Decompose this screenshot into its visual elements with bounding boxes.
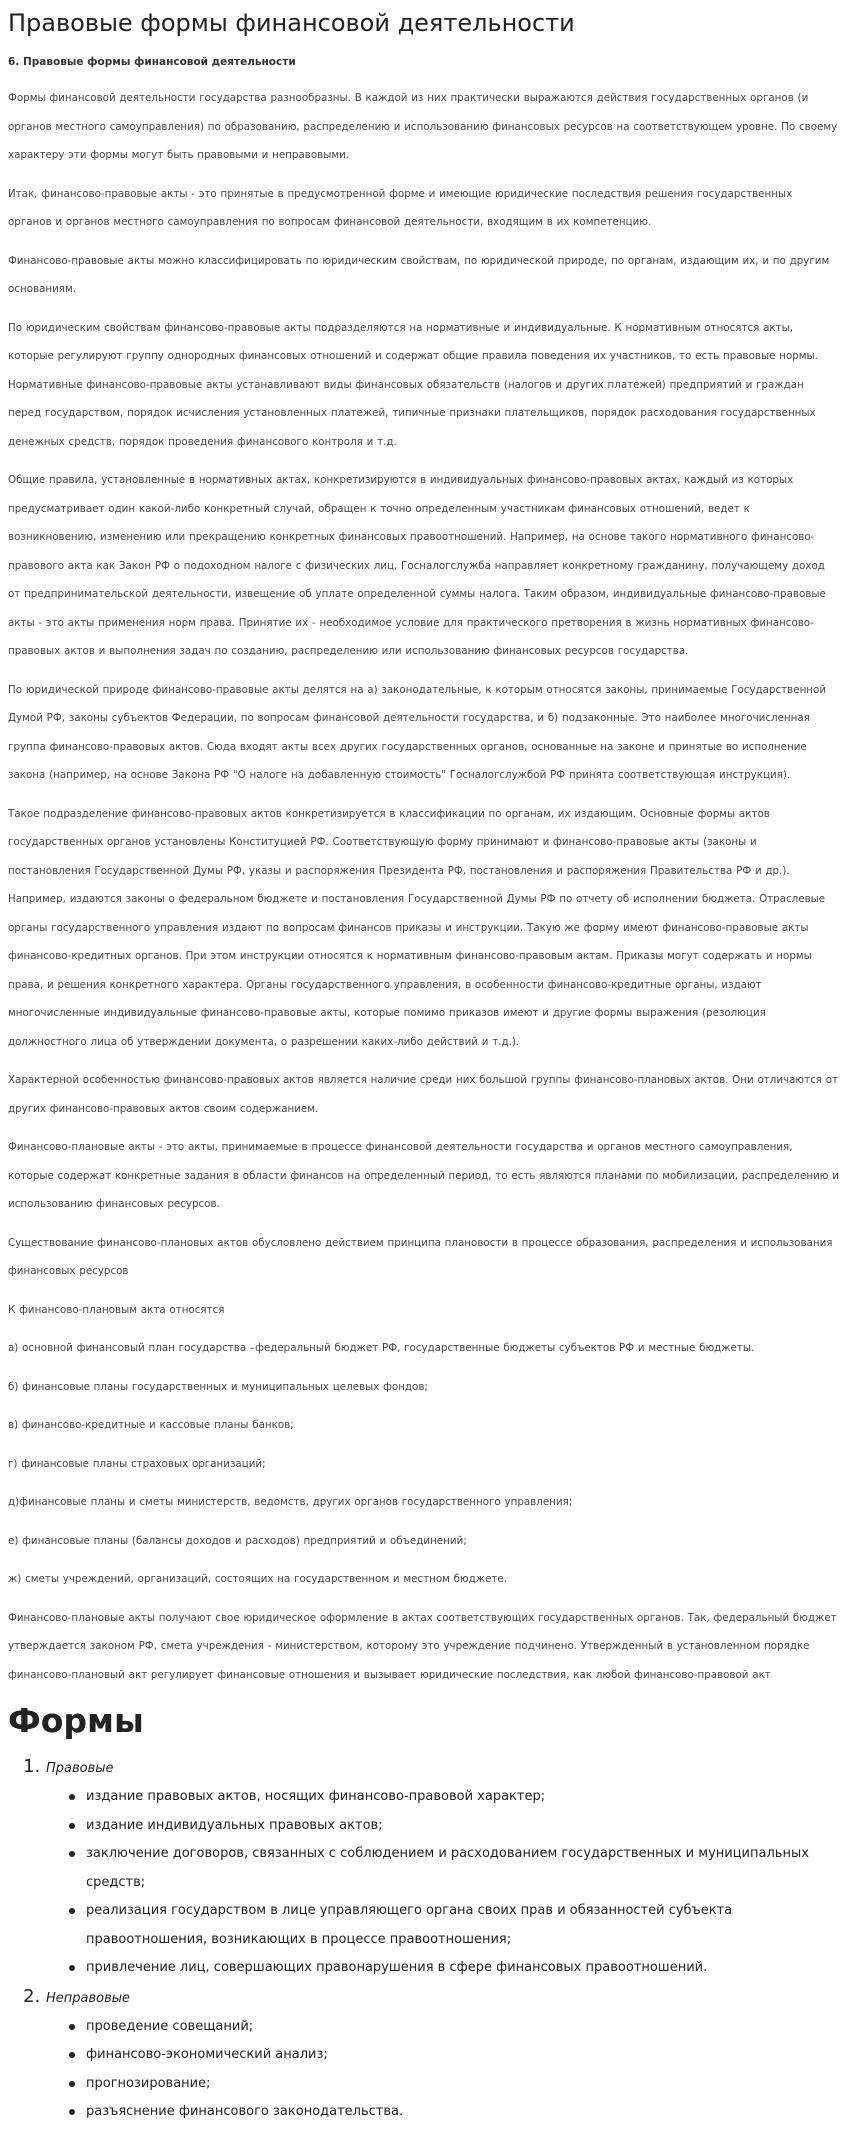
paragraph-individual-acts: Общие правила, установленные в нормативных актах, конкретизируются в индивидуальных финансово-правовых актах, каждый из которых предусматривает один какой-либо конкретный случай, обращен к точно определенным участникам финансовых отношений, ведет к возникновению, изменению или прекращению конкретных финансовых правоотношений. Например, на основе такого нормативного финансово-правового акта как Закон РФ о подоходном налоге с физических лиц, Госналогслужба направляет конкретному гражданину, получающему доход от предпринимательской деятельности, извещение об уплате определенной суммы налога. Таким образом, индивидуальные финансово-правовые акты - это акты применения норм права. Принятие их - необходимое условие для практического претворения в жизнь нормативных финансово-правовых актов и выполнения задач по созданию, распределению или использованию финансовых ресурсов государства. [8, 474, 826, 657]
planning-act-item-zh: ж) сметы учреждений, организаций, состоящих на государственном и местном бюджете. [8, 1573, 508, 1585]
planning-act-item-g: г) финансовые планы страховых организаций; [8, 1457, 266, 1470]
paragraph-normative-acts: По юридическим свойствам финансово-правовые акты подразделяются на нормативные и индивидуальные. К нормативным относятся акты, которые регулируют группу однородных финансовых отношений и содержат общие правила поведения их участников, то есть правовые нормы. Нормативные финансово-правовые акты устанавливают виды финансовых обязательств (налогов и других платежей) предприятий и граждан перед государством, порядок исчисления установленных платежей, типичные признаки плательщиков, порядок расходования государственных денежных средств, порядок проведения финансового контроля и т.д. [8, 321, 818, 448]
planning-act-item-a: а) основной финансовый план государства –федеральный бюджет РФ, государственные бюджеты субъектов РФ и местные бюджеты. [8, 1342, 755, 1354]
paragraph-definition: Итак, финансово-правовые акты - это принятые в предусмотренной форме и имеющие юридические последствия решения государственных органов и органов местного самоуправления по вопросам финансовой деятельности, входящим в их компетенцию. [8, 187, 793, 228]
list-item: финансово-экономический анализ; [86, 2041, 839, 2070]
list-item: прогнозирование; [86, 2070, 839, 2099]
paragraph-legal-nature: По юридической природе финансово-правовые акты делятся на а) законодательные, к которым относятся законы, принимаемые Государственной Думой РФ, законы субъектов Федерации, по вопросам финансовой деятельности государства, и б) подзаконные. Это наиболее многочисленная группа финансово-правовых актов. Сюда входят акты всех других государственных органов, основанные на законе и принятые во исполнение закона (например, на основе Закона РФ "О налоге на добавленную стоимость" Госналогслужбой РФ принята соответствующая инструкция). [8, 683, 827, 781]
section-heading: 6. Правовые формы финансовой деятельности [8, 56, 296, 68]
page-title: Правовые формы финансовой деятельности [8, 9, 575, 37]
paragraph-planning-acts-feature: Характерной особенностью финансово-правовых актов является наличие среди них большой группы финансово-плановых актов. Они отличаются от других финансово-правовых актов своим содержанием. [8, 1074, 839, 1115]
list-item: издание индивидуальных правовых актов; [86, 1812, 839, 1841]
planning-act-item-d: д)финансовые планы и сметы министерств, ведомств, других органов государственного управления; [8, 1496, 573, 1508]
paragraph-forms-overview: Формы финансовой деятельности государства разнообразны. В каждой из них практически выражаются действия государственных органов (и органов местного самоуправления) по образованию, распределению и использованию финансовых ресурсов на соответствующем уровне. По своему характеру эти формы могут быть правовыми и неправовыми. [8, 92, 838, 161]
forms-list [8, 1753, 839, 2127]
planning-act-item-e: е) финансовые планы (балансы доходов и расходов) предприятий и объединений; [8, 1534, 467, 1547]
list-item: проведение совещаний; [86, 2013, 839, 2042]
forms-group-label: Неправовые [46, 1990, 131, 2006]
non-legal-forms-list [46, 2013, 839, 2127]
list-item: привлечение лиц, совершающих правонарушения в сфере финансовых правоотношений. [86, 1954, 839, 1983]
list-item: разъяснение финансового законодательства. [86, 2098, 839, 2127]
forms-heading: Формы [8, 1701, 144, 1740]
paragraph-planning-acts-intro: К финансово-плановым акта относятся [8, 1303, 225, 1316]
forms-group-non-legal [46, 1983, 839, 2127]
article-body [8, 84, 839, 1689]
list-item: издание правовых актов, носящих финансово-правовой характер; [86, 1783, 839, 1812]
planning-act-item-b: б) финансовые планы государственных и муниципальных целевых фондов; [8, 1380, 428, 1393]
list-item: реализация государством в лице управляющего органа своих прав и обязанностей субъекта правоотношения, возникающих в процессе правоотношения; [86, 1897, 839, 1954]
legal-forms-list [46, 1783, 839, 1983]
planning-act-item-v: в) финансово-кредитные и кассовые планы банков; [8, 1419, 294, 1431]
forms-group-legal [46, 1753, 839, 1983]
list-item: заключение договоров, связанных с соблюдением и расходованием государственных и муниципальных средств; [86, 1840, 839, 1897]
forms-group-label: Правовые [46, 1761, 114, 1776]
paragraph-planning-principle: Существование финансово-плановых актов обусловлено действием принципа плановости в процессе образования, распределения и использования финансовых ресурсов [8, 1236, 833, 1277]
paragraph-planning-legal-form: Финансово-плановые акты получают свое юридическое оформление в актах соответствующих государственных органов. Так, федеральный бюджет утверждается законом РФ, смета учреждения - министерством, которому это учреждение подчинено. Утвержденный в установленном порядке финансово-плановый акт регулирует финансовые отношения и вызывает юридические последствия, как любой финансово-правовой акт [8, 1611, 837, 1681]
paragraph-classification: Финансово-правовые акты можно классифицировать по юридическим свойствам, по юридической природе, по органам, издающим их, и по другим основаниям. [8, 254, 830, 295]
paragraph-issuing-bodies: Такое подразделение финансово-правовых актов конкретизируется в классификации по органам, их издающим. Основные формы актов государственных органов установлены Конституцией РФ. Соответствующую форму принимают и финансово-правовые акты (законы и постановления Государственной Думы РФ, указы и распоряжения Президента РФ, постановления и распоряжения Правительства РФ и др.). Например, издаются законы о федеральном бюджете и постановления Государственной Думы РФ по отчету об исполнении бюджета. Отраслевые органы государственного управления издают по вопросам финансов приказы и инструкции. Такую же форму имеют финансово-правовые акты финансово-кредитных органов. При этом инструкции относятся к нормативным финансово-правовым актам. Приказы могут содержать и нормы права, и решения конкретного характера. Органы государственного управления, в особенности финансово-кредитные органы, издают многочисленные индивидуальные финансово-правовые акты, которые помимо приказов имеют и другие формы выражения (резолюция должностного лица об утверждении документа, о разрешении каких-либо действий и т.д.). [8, 807, 826, 1048]
paragraph-planning-acts-definition: Финансово-плановые акты - это акты, принимаемые в процессе финансовой деятельности государства и органов местного самоуправления, которые содержат конкретные задания в области финансов на определенный период, то есть являются планами по мобилизации, распределению и использованию финансовых ресурсов. [8, 1141, 839, 1210]
